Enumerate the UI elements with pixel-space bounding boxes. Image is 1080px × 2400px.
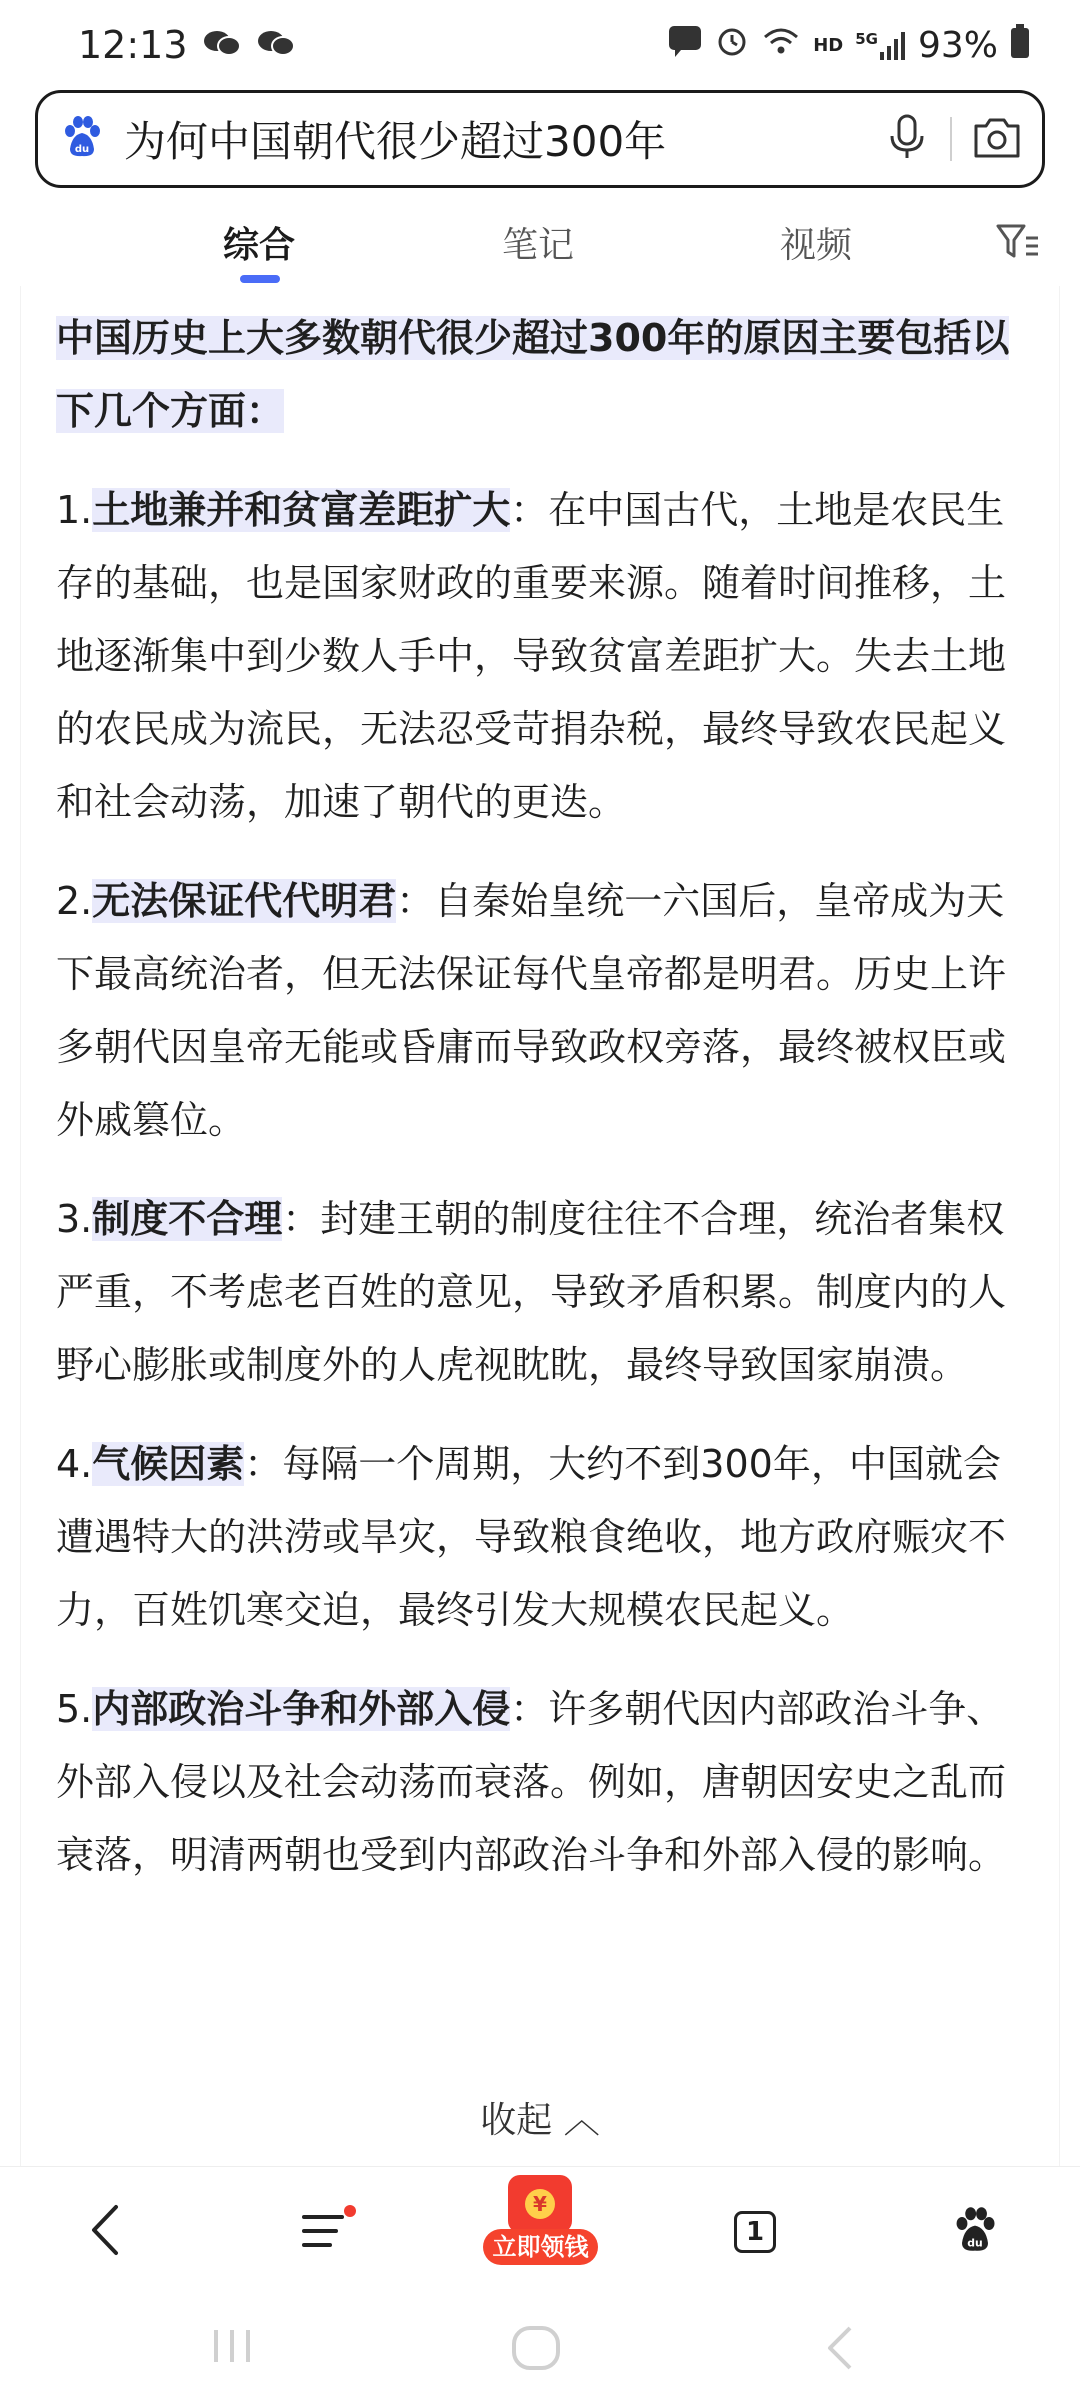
collapse-button[interactable]: 收起 ︿ [480,2100,600,2141]
system-nav-bar [0,2296,1080,2400]
point-number: 3. [56,1197,93,1241]
answer-intro [56,302,1016,448]
status-bar [0,0,1080,90]
back-button[interactable] [60,2167,150,2297]
answer-content [56,302,1016,1918]
answer-point [56,1183,1016,1402]
recent-apps-icon[interactable] [208,2324,256,2372]
status-right [667,24,1030,67]
point-text: ：封建王朝的制度往往不合理，统治者集权严重，不考虑老百姓的意见，导致矛盾积累。制度内的人野心膨胀或制度外的人虎视眈眈，最终导致国家崩溃。 [56,1197,1007,1387]
tab-video[interactable]: 视频 [780,225,853,266]
system-back-icon[interactable] [820,2324,860,2376]
baidu-home-button[interactable] [925,2167,1025,2297]
wechat-icon [202,23,242,67]
tab-bar [0,205,1080,285]
camera-icon[interactable] [972,114,1022,164]
filter-icon[interactable] [996,222,1040,266]
point-text: ：许多朝代因内部政治斗争、外部入侵以及社会动荡而衰落。例如，唐朝因安史之乱而衰落，明清两朝也受到内部政治斗争和外部入侵的影响。 [56,1687,1007,1877]
status-left [78,23,296,67]
battery-icon [1010,24,1030,67]
status-time: 12:13 [78,23,188,67]
signal-icon [855,30,906,60]
point-number: 5. [56,1687,93,1731]
cellular-type: 5G [855,30,878,48]
active-tab-indicator [240,275,280,283]
point-keyword: 内部政治斗争和外部入侵 [92,1687,511,1731]
baidu-paw-icon[interactable] [58,113,106,165]
reward-button[interactable] [483,2175,598,2271]
search-bar[interactable] [35,90,1045,188]
point-number: 2. [56,879,93,923]
network-type: HD [813,34,844,56]
menu-icon [298,2205,358,2259]
home-icon[interactable] [510,2324,562,2376]
point-keyword: 气候因素 [92,1442,245,1486]
answer-point [56,1428,1016,1647]
point-text: ：自秦始皇统一六国后，皇帝成为天下最高统治者，但无法保证每代皇帝都是明君。历史上许多朝代因皇帝无能或昏庸而导致政权旁落，最终被权臣或外戚篡位。 [56,879,1007,1142]
point-number: 4. [56,1442,93,1486]
point-text: ：在中国古代，土地是农民生存的基础，也是国家财政的重要来源。随着时间推移，土地逐渐集中到少数人手中，导致贫富差距扩大。失去土地的农民成为流民，无法忍受苛捐杂税，最终导致农民起义和社会动荡，加速了朝代的更迭。 [56,488,1007,824]
search-input[interactable]: 为何中国朝代很少超过300年 [124,117,667,166]
microphone-icon[interactable] [884,112,930,166]
battery-percent: 93% [917,24,998,66]
point-text: ：每隔一个周期，大约不到300年，中国就会遭遇特大的洪涝或旱灾，导致粮食绝收，地方政府赈灾不力，百姓饥寒交迫，最终引发大规模农民起义。 [56,1442,1007,1632]
svg-text:du: du [74,144,90,155]
wechat-icon-2 [256,23,296,67]
baidu-paw-icon [949,2204,1001,2260]
answer-point [56,1673,1016,1892]
point-number: 1. [56,488,93,532]
coin-icon: ¥ [525,2189,555,2219]
point-keyword: 土地兼并和贫富差距扩大 [92,488,511,532]
reward-label: 立即领钱 [483,2229,598,2265]
wifi-icon [761,25,801,66]
svg-text:du: du [967,2236,983,2250]
answer-point [56,865,1016,1157]
answer-point [56,474,1016,839]
tabs-button[interactable] [710,2167,800,2297]
tab-all[interactable]: 综合 [223,225,296,266]
menu-button[interactable] [278,2167,378,2297]
point-keyword: 制度不合理 [92,1197,283,1241]
message-icon [667,24,703,67]
answer-intro-text: 中国历史上大多数朝代很少超过300年的原因主要包括以下几个方面： [56,316,1010,433]
tab-notes[interactable]: 笔记 [502,225,575,266]
point-keyword: 无法保证代代明君 [92,879,397,923]
tab-count-badge: 1 [734,2211,776,2253]
search-divider [950,117,952,161]
alarm-icon [715,24,749,67]
back-arrow-icon [88,2203,122,2261]
